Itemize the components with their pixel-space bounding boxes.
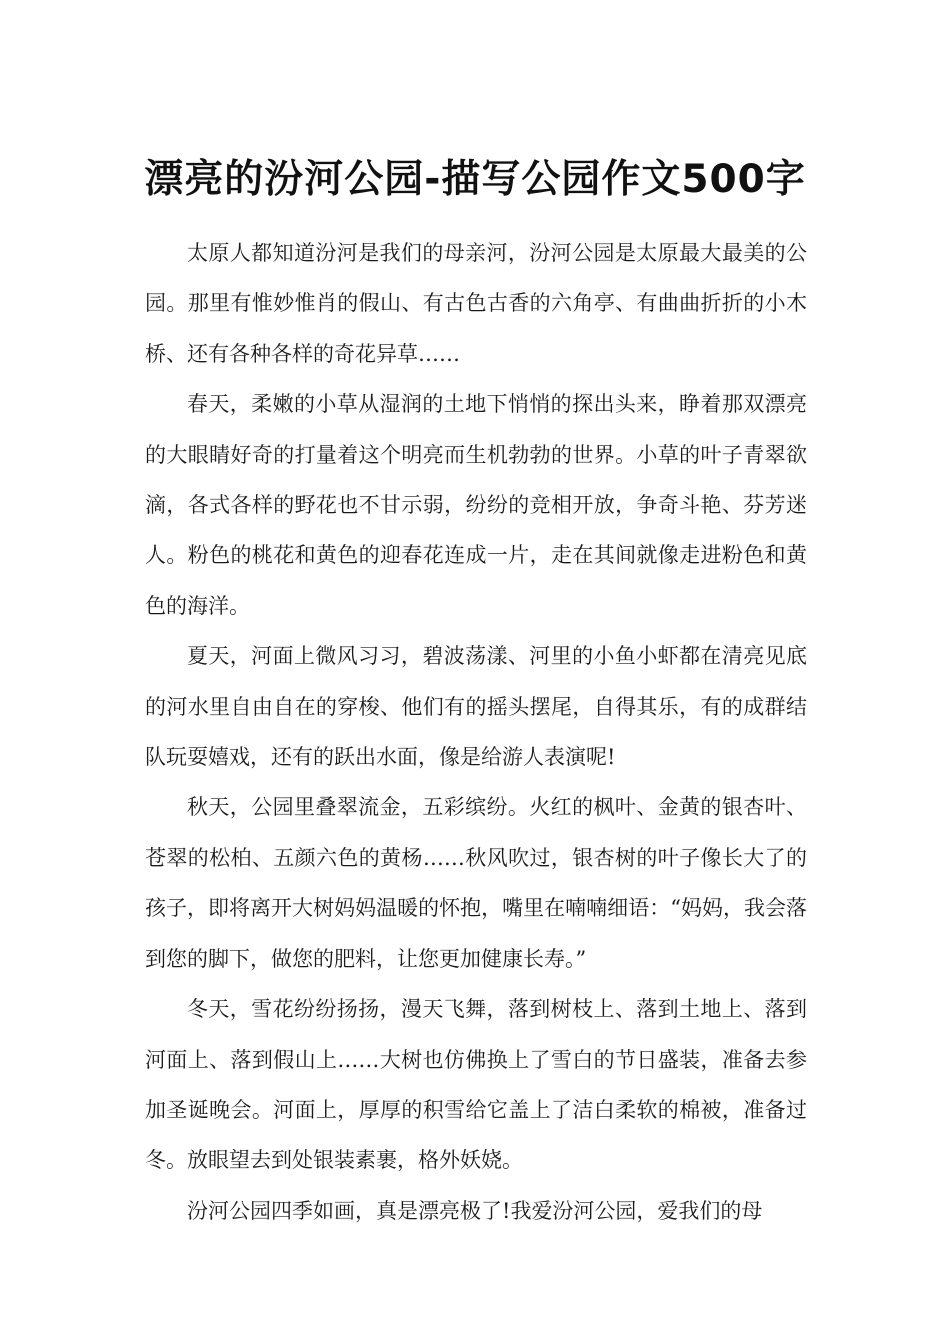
- paragraph-summer: 夏天，河面上微风习习，碧波荡漾、河里的小鱼小虾都在清亮见底的河水里自由自在的穿梭、他们有的摇头摆尾，自得其乐，有的成群结队玩耍嬉戏，还有的跃出水面，像是给游人表演呢!: [145, 644, 807, 770]
- paragraph-winter: 冬天，雪花纷纷扬扬，漫天飞舞，落到树枝上、落到土地上、落到河面上、落到假山上……大树也仿佛换上了雪白的节日盛装，准备去参加圣诞晚会。河面上，厚厚的积雪给它盖上了洁白柔软的棉被，准备过冬。放眼望去到处银装素裹，格外妖娆。: [145, 997, 807, 1173]
- paragraph-autumn: 秋天，公园里叠翠流金，五彩缤纷。火红的枫叶、金黄的银杏叶、苍翠的松柏、五颜六色的黄杨……秋风吹过，银杏树的叶子像长大了的孩子，即将离开大树妈妈温暖的怀抱，嘴里在喃喃细语：“妈妈，我会落到您的脚下，做您的肥料，让您更加健康长寿。”: [145, 795, 807, 971]
- paragraph-conclusion: 汾河公园四季如画，真是漂亮极了!我爱汾河公园，爱我们的母: [187, 1198, 763, 1223]
- page-title: 漂亮的汾河公园-描写公园作文500字: [144, 157, 806, 203]
- article-body: [145, 228, 807, 1236]
- paragraph-spring: 春天，柔嫩的小草从湿润的土地下悄悄的探出头来，睁着那双漂亮的大眼睛好奇的打量着这个明亮而生机勃勃的世界。小草的叶子青翠欲滴，各式各样的野花也不甘示弱，纷纷的竞相开放，争奇斗艳、芬芳迷人。粉色的桃花和黄色的迎春花连成一片，走在其间就像走进粉色和黄色的海洋。: [145, 392, 807, 618]
- paragraph-intro: 太原人都知道汾河是我们的母亲河，汾河公园是太原最大最美的公园。那里有惟妙惟肖的假山、有古色古香的六角亭、有曲曲折折的小木桥、还有各种各样的奇花异草……: [145, 241, 807, 366]
